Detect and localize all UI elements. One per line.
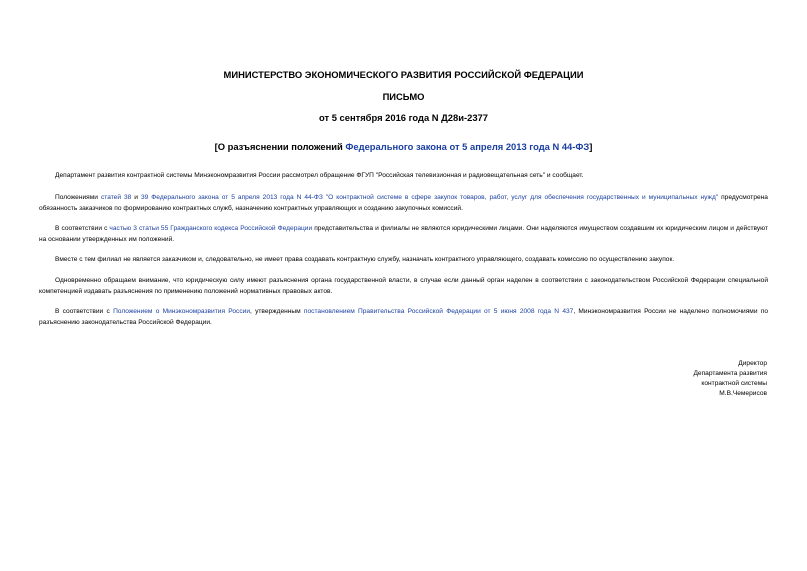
document-type: ПИСЬМО <box>382 91 425 102</box>
government-resolution-link[interactable]: постановлением Правительства Российской Федерации от 5 июня 2008 года N 437 <box>303 308 574 315</box>
paragraph-2-text-3: предусмотрена обязанность заказчиков по формированию контрактных служб, назначению контрактных управляющих и созданию закупочных комиссий. <box>39 194 768 212</box>
paragraph-4-text: Вместе с тем филиал не является заказчиком и, следовательно, не имеет права создавать контрактную службу, назначать контрактного управляющего, создавать комиссию по осуществлению закупок. <box>55 256 675 263</box>
paragraph-3 <box>39 224 768 245</box>
paragraph-4 <box>39 255 768 266</box>
signature-block <box>693 359 767 399</box>
paragraph-2-text-2: и <box>131 194 141 201</box>
article-39-law-link[interactable]: 39 Федерального закона от 5 апреля 2013 года N 44-ФЗ "О контрактной системе в сфере закупок товаров, работ, услуг для обеспечения государственных и муниципальных нужд" <box>140 194 719 201</box>
signature-position: Директор <box>738 360 767 367</box>
civil-code-link[interactable]: частью 3 статьи 55 Гражданского кодекса Российской Федерации <box>109 225 313 232</box>
signature-department-2: контрактной системы <box>701 380 767 387</box>
paragraph-6-text-1: В соответствии с <box>55 308 114 315</box>
ministry-regulation-link[interactable]: Положением о Минэкономразвития России <box>113 308 251 315</box>
paragraph-1 <box>39 171 768 182</box>
paragraph-3-text-2: представительства и филиалы не являются юридическими лицами. Они наделяются имуществом создавшим их юридическим лицом и действуют на основании утвержденных им положений. <box>39 225 768 243</box>
signature-department-1: Департамента развития <box>693 370 767 377</box>
article-38-link[interactable]: статей 38 <box>100 194 132 201</box>
paragraph-5 <box>39 276 768 297</box>
paragraph-6-text-2: , утвержденным <box>250 308 304 315</box>
paragraph-6 <box>39 307 768 328</box>
paragraph-3-text-1: В соответствии с <box>55 225 110 232</box>
ministry-title: МИНИСТЕРСТВО ЭКОНОМИЧЕСКОГО РАЗВИТИЯ РОССИЙСКОЙ ФЕДЕРАЦИИ <box>223 69 584 80</box>
subject-law-link[interactable]: Федерального закона от 5 апреля 2013 года N 44-ФЗ <box>345 141 590 152</box>
paragraph-2 <box>39 193 768 214</box>
paragraph-6-text-3: , Минэкономразвития России не наделено полномочиями по разъяснению законодательства Российской Федерации. <box>39 308 769 326</box>
paragraph-1-text: Департамент развития контрактной системы Минэкономразвития России рассмотрел обращение ФГУП "Российская телевизионная и радиовещательная сеть" и сообщает. <box>55 172 584 179</box>
subject-close: ] <box>589 141 593 152</box>
paragraph-2-text-1: Положениями <box>55 194 101 201</box>
document-subject <box>0 141 807 152</box>
document-date-number: от 5 сентября 2016 года N Д28и-2377 <box>319 112 488 123</box>
subject-open: [О разъяснении положений <box>214 141 346 152</box>
signature-name: М.В.Чемерисов <box>719 390 767 397</box>
paragraph-5-text: Одновременно обращаем внимание, что юридическую силу имеют разъяснения органа государственной власти, в случае если данный орган наделен в соответствии с законодательством Российской Федерации специальной компетенцией издавать разъяснения по применению положений нормативных правовых актов. <box>39 277 768 295</box>
